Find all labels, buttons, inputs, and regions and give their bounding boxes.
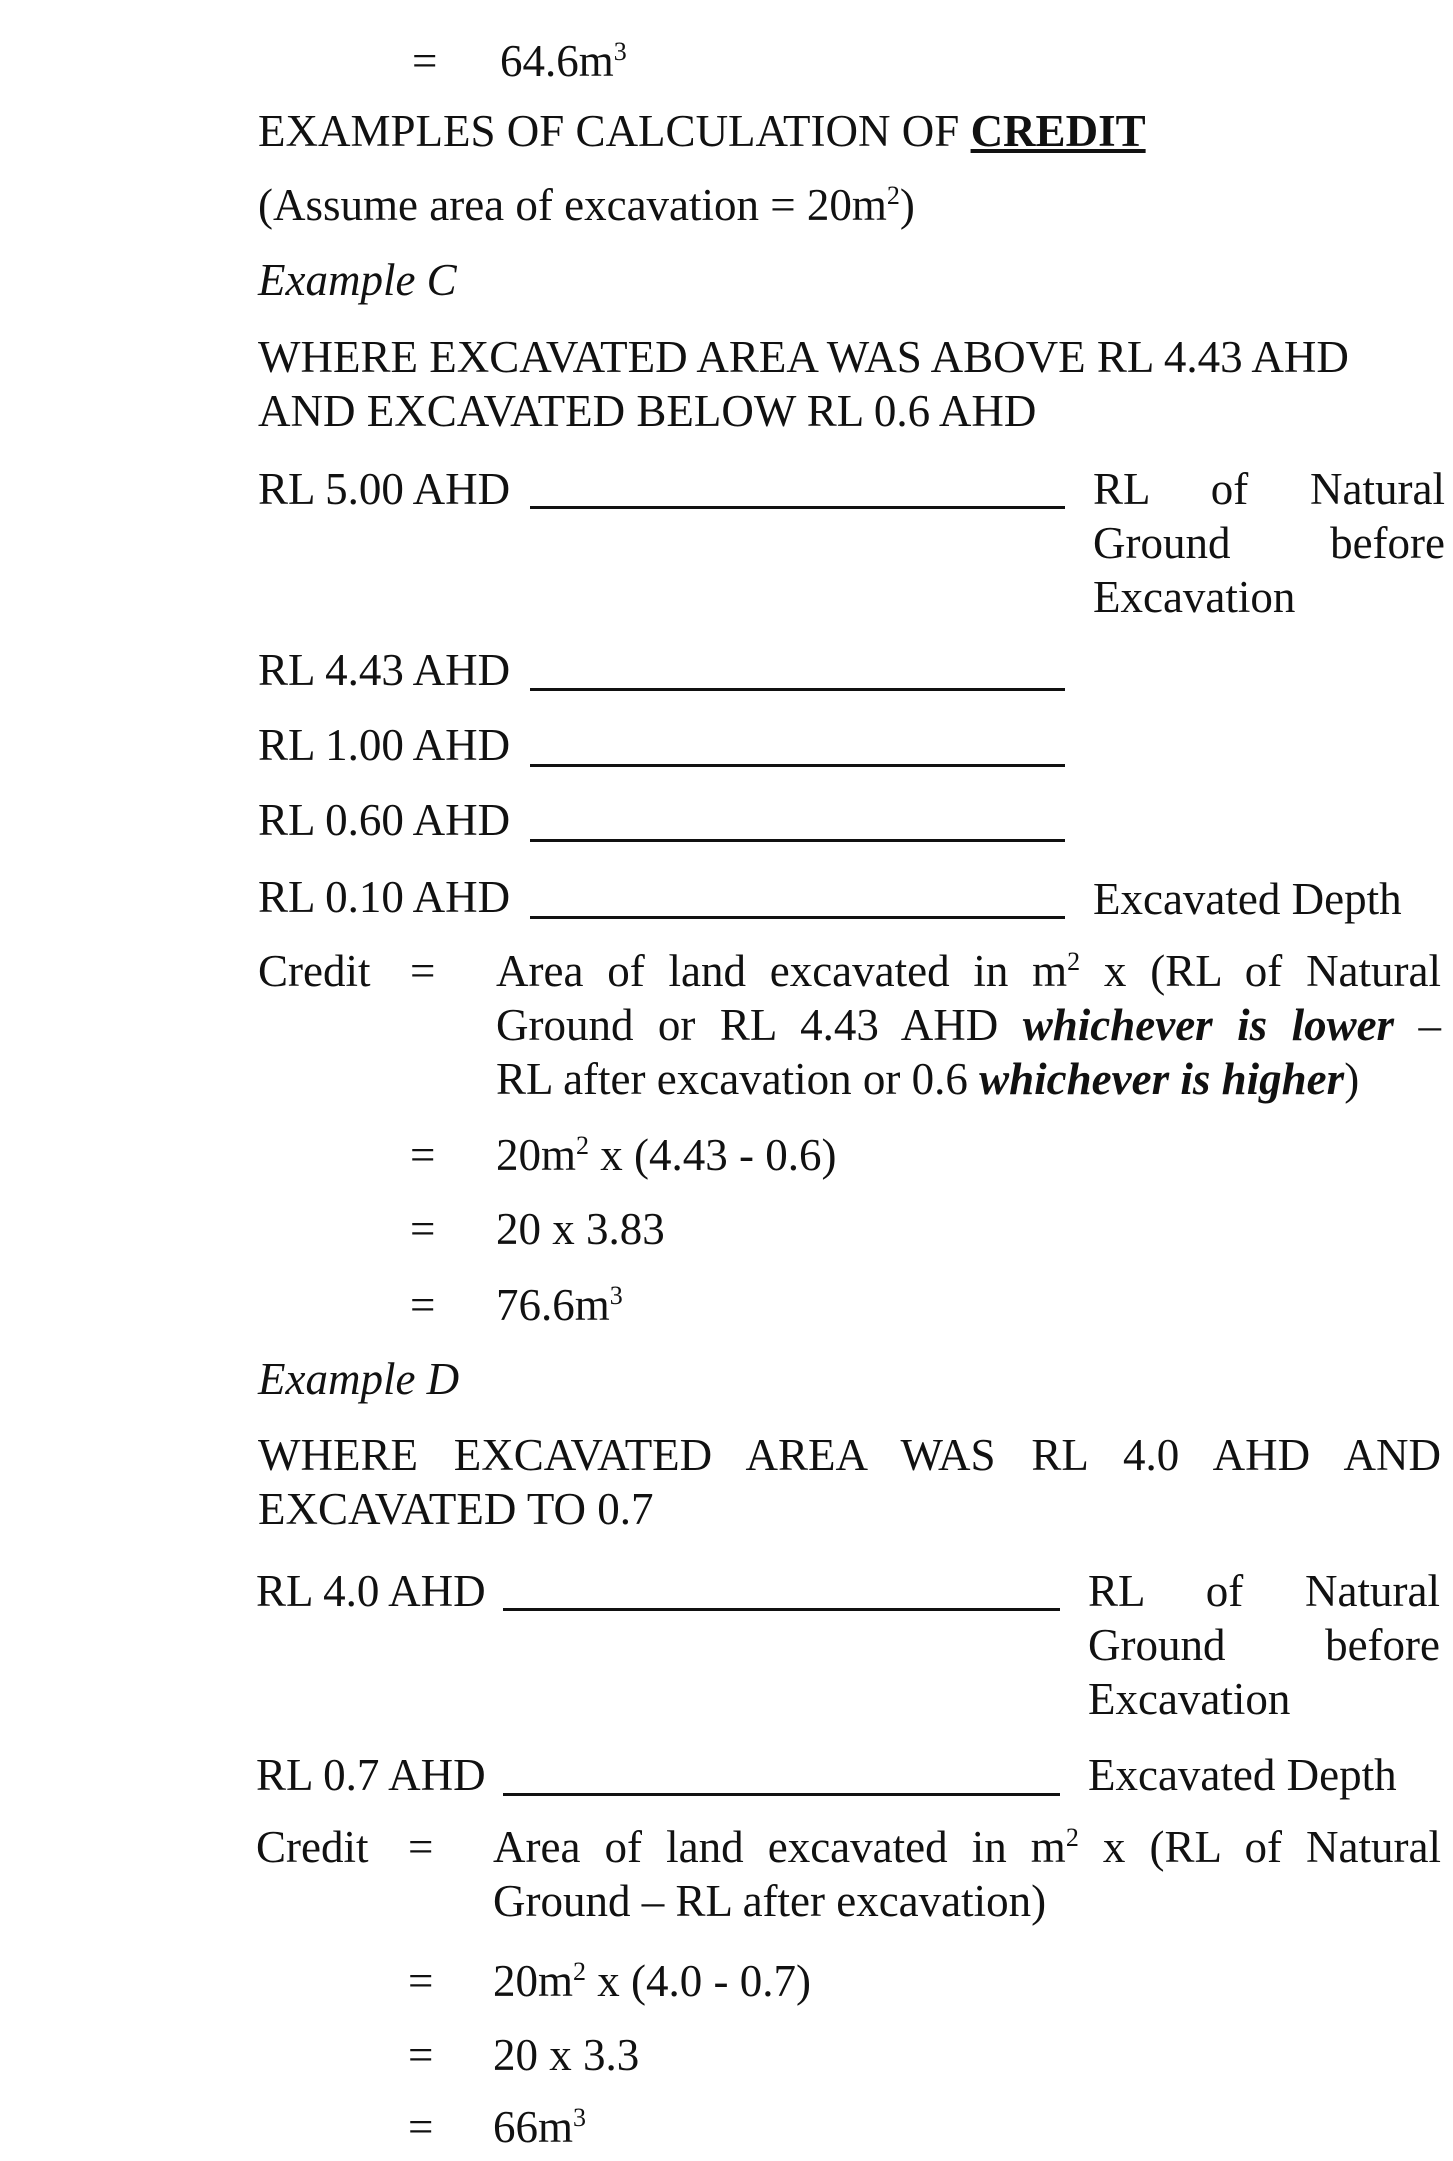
level-rule [503, 1793, 1060, 1796]
level-label: RL 4.43 AHD [258, 645, 511, 695]
level-label: RL 0.7 AHD [256, 1750, 486, 1800]
level-label: RL 4.0 AHD [256, 1566, 486, 1616]
step-value: $76.6m^3$ [496, 1280, 623, 1330]
example-c-condition-line-1: WHERE EXCAVATED AREA WAS ABOVE RL 4.43 AHD [258, 332, 1349, 382]
step-equals: = [410, 1130, 436, 1180]
credit-label: Credit [256, 1822, 369, 1872]
credit-formula: Area of land excavated in $m^2$ x (RL of Natural Ground or RL 4.43 AHD whichever is lower – RL after excavation or 0.6 whichever is higher) [496, 946, 1442, 1104]
level-label: RL 0.10 AHD [258, 872, 511, 922]
section-heading: EXAMPLES OF CALCULATION OF CREDIT [258, 106, 1146, 156]
level-rule [530, 764, 1065, 767]
level-rule [530, 916, 1065, 919]
level-rule [503, 1608, 1060, 1611]
example-c-condition-line-2: AND EXCAVATED BELOW RL 0.6 AHD [258, 386, 1037, 436]
step-equals: = [408, 1956, 434, 2006]
credit-formula: Area of land excavated in $m^2$ x (RL of Natural Ground – RL after excavation) [493, 1822, 1441, 1926]
credit-equals: = [410, 946, 436, 996]
credit-label: Credit [258, 946, 371, 996]
level-description: Excavated Depth [1093, 874, 1402, 924]
step-value: 20 x 3.83 [496, 1204, 665, 1254]
heading-emphasis: CREDIT [970, 106, 1146, 156]
level-label: RL 5.00 AHD [258, 464, 511, 514]
step-equals: = [408, 2102, 434, 2152]
step-equals: = [410, 1204, 436, 1254]
prev-result-line [412, 34, 437, 88]
level-rule [530, 688, 1065, 691]
level-description: RL of Natural Ground before Excavation [1093, 464, 1445, 622]
level-description: Excavated Depth [1088, 1750, 1397, 1800]
step-equals: = [410, 1280, 436, 1330]
level-description: RL of Natural Ground before Excavation [1088, 1566, 1440, 1724]
step-equals: = [408, 2030, 434, 2080]
equals-sign: = [412, 36, 438, 86]
example-c-title: Example C [258, 255, 457, 305]
example-d-condition: WHERE EXCAVATED AREA WAS RL 4.0 AHD AND EXCAVATED TO 0.7 [258, 1430, 1441, 1534]
step-value: 20 x 3.3 [493, 2030, 640, 2080]
level-label: RL 1.00 AHD [258, 720, 511, 770]
step-value: $66m^3$ [493, 2102, 587, 2152]
example-d-title: Example D [258, 1354, 460, 1404]
prev-result-value: $64.6m^3$ [500, 36, 627, 86]
level-rule [530, 839, 1065, 842]
credit-equals: = [408, 1822, 434, 1872]
step-value: $20m^2$ x (4.0 - 0.7) [493, 1956, 811, 2006]
assumption-line: (Assume area of excavation = $20m^2$) [258, 180, 915, 230]
level-rule [530, 506, 1065, 509]
step-value: $20m^2$ x (4.43 - 0.6) [496, 1130, 837, 1180]
level-label: RL 0.60 AHD [258, 795, 511, 845]
